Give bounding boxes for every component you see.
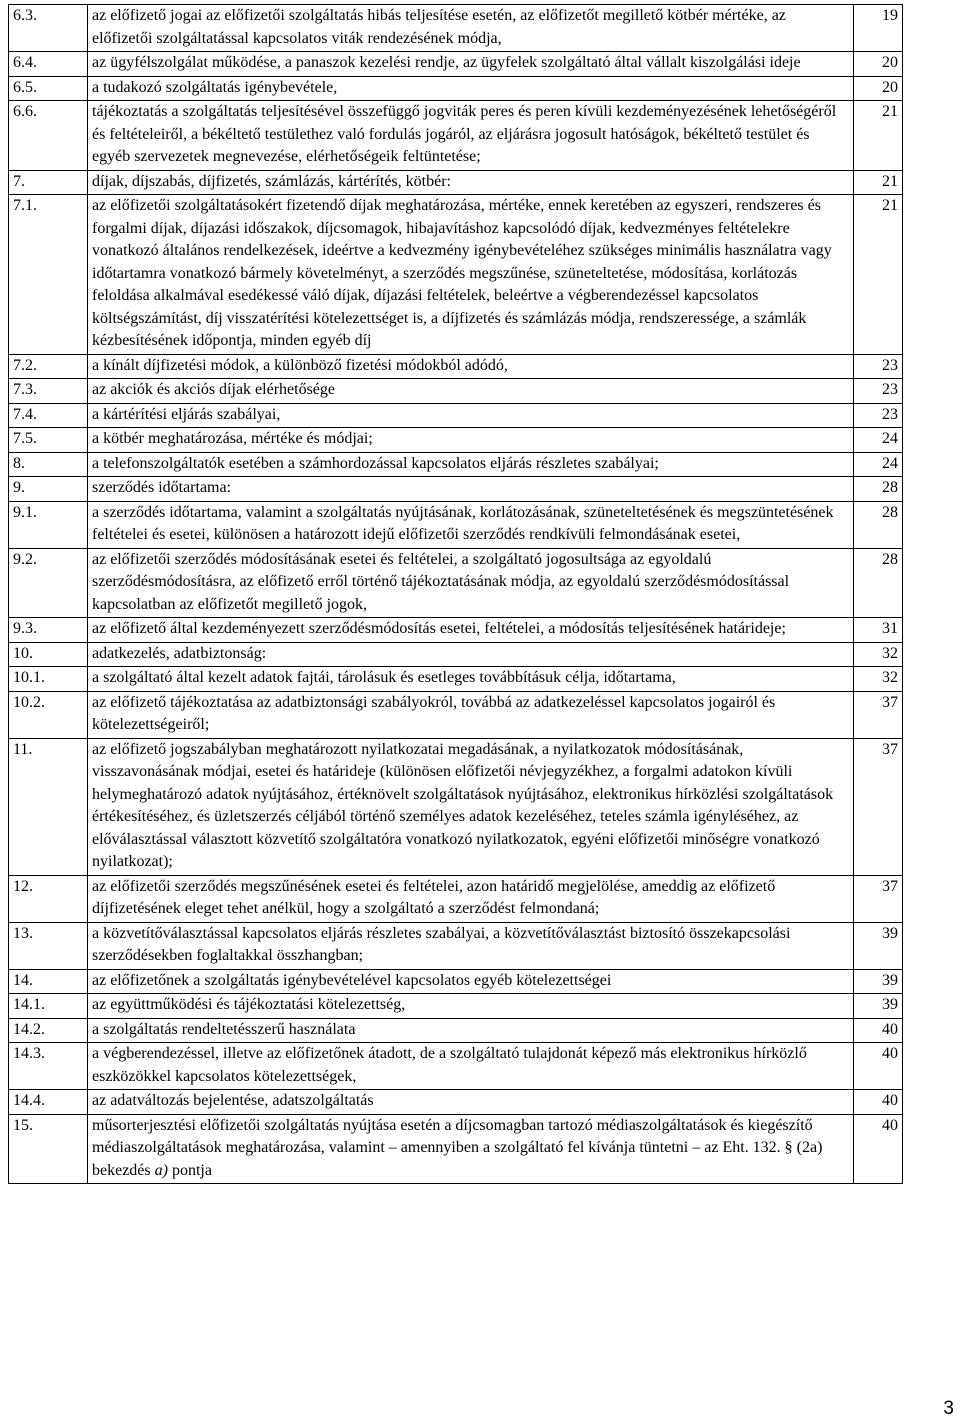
toc-section-number: 12. [9, 875, 88, 922]
toc-row [9, 195, 903, 355]
toc-row [9, 101, 903, 171]
toc-row [9, 738, 903, 875]
toc-row [9, 642, 903, 667]
toc-row [9, 52, 903, 77]
toc-page-number: 32 [854, 642, 903, 667]
toc-row [9, 452, 903, 477]
toc-section-title: az előfizető jogai az előfizetői szolgáltatás hibás teljesítése esetén, az előfizetőt megillető kötbér mértéke, az előfizetői szolgáltatással kapcsolatos viták rendezésének módja, [88, 5, 854, 52]
toc-page-number: 37 [854, 875, 903, 922]
toc-section-title: a kötbér meghatározása, mértéke és módjai; [88, 428, 854, 453]
toc-section-title: az előfizető tájékoztatása az adatbiztonsági szabályokról, továbbá az adatkezeléssel kapcsolatos jogairól és kötelezettségeiről; [88, 691, 854, 738]
toc-page-number: 39 [854, 922, 903, 969]
toc-section-number: 14. [9, 969, 88, 994]
toc-row [9, 379, 903, 404]
toc-row [9, 1090, 903, 1115]
toc-section-title: az előfizető jogszabályban meghatározott nyilatkozatai megadásának, a nyilatkozatok módosításának, visszavonásának módjai, esetei és határideje (különösen előfizetői névjegyzékhez, a forgalmi adatokon kívüli helymeghatározó adatok nyújtásához, értéknövelt szolgáltatások nyújtásához, elektronikus hírközlési szolgáltatások értékesítéséhez, és üzletszerzés céljából történő személyes adatok kezeléséhez, teteles számla igényléséhez, az előválasztással választott közvetítő szolgáltatóra vonatkozó nyilatkozatok, egyéni előfizetői minőségre vonatkozó nyilatkozat); [88, 738, 854, 875]
toc-row [9, 5, 903, 52]
toc-section-title: az előfizető által kezdeményezett szerződésmódosítás esetei, feltételei, a módosítás teljesítésének határideje; [88, 618, 854, 643]
toc-section-title: adatkezelés, adatbiztonság: [88, 642, 854, 667]
toc-row [9, 76, 903, 101]
toc-section-number: 10. [9, 642, 88, 667]
toc-page-number: 40 [854, 1043, 903, 1090]
table-of-contents [8, 4, 903, 1184]
toc-section-number: 6.4. [9, 52, 88, 77]
toc-section-number: 7.3. [9, 379, 88, 404]
toc-section-title: a kínált díjfizetési módok, a különböző fizetési módokból adódó, [88, 354, 854, 379]
toc-row [9, 501, 903, 548]
toc-page-number: 23 [854, 379, 903, 404]
toc-section-title: az adatváltozás bejelentése, adatszolgáltatás [88, 1090, 854, 1115]
toc-row [9, 1114, 903, 1184]
toc-section-number: 7.1. [9, 195, 88, 355]
toc-page-number: 40 [854, 1018, 903, 1043]
toc-title-tail: pontja [167, 1161, 212, 1179]
toc-row [9, 994, 903, 1019]
toc-row [9, 354, 903, 379]
toc-page-number: 39 [854, 969, 903, 994]
toc-section-title: az ügyfélszolgálat működése, a panaszok kezelési rendje, az ügyfelek szolgáltató által vállalt kiszolgálási ideje [88, 52, 854, 77]
toc-section-title: a közvetítőválasztással kapcsolatos eljárás részletes szabályai, a közvetítőválasztást biztosító összekapcsolási szerződésekben foglaltakkal összhangban; [88, 922, 854, 969]
toc-title-text: műsorterjesztési előfizetői szolgáltatás nyújtása esetén a díjcsomagban tartozó médiaszolgáltatások és kiegészítő médiaszolgáltatások meghatározása, valamint – amennyiben a szolgáltató fel kívánja tüntetni – az Eht. 132. § (2a) bekezdés [92, 1116, 823, 1179]
toc-section-number: 8. [9, 452, 88, 477]
toc-section-title: az előfizetői szolgáltatásokért fizetendő díjak meghatározása, mértéke, ennek keretében az egyszeri, rendszeres és forgalmi díjak, díjazási időszakok, díjcsomagok, hibajavításhoz kapcsolódó díjak, kedvezményes feltételekre vonatkozó általános rendelkezések, ideértve a kedvezmény igénybevételéhez szükséges minimális használatra vagy időtartamra vonatkozó bármely követelményt, a szerződés megszűnése, szüneteltetése, módosítása, korlátozás feloldása alkalmával esedékessé váló díjak, díjazási feltételek, beleértve a végberendezéssel kapcsolatos költségszámítást, díj visszatérítési kötelezettséget is, a díjfizetés és számlázás módja, rendszeressége, a számlák kézbesítésének időpontja, minden egyéb díj [88, 195, 854, 355]
toc-row [9, 548, 903, 618]
toc-section-title: a telefonszolgáltatók esetében a számhordozással kapcsolatos eljárás részletes szabályai; [88, 452, 854, 477]
toc-page-number: 31 [854, 618, 903, 643]
toc-row [9, 875, 903, 922]
toc-page-number: 28 [854, 548, 903, 618]
toc-row [9, 1018, 903, 1043]
toc-section-number: 13. [9, 922, 88, 969]
toc-row [9, 170, 903, 195]
toc-section-title: az előfizetői szerződés megszűnésének esetei és feltételei, azon határidő megjelölése, ameddig az előfizető díjfizetésének eleget tehet anélkül, hogy a szolgáltató a szerződést felmondaná; [88, 875, 854, 922]
toc-section-title: a szolgáltató által kezelt adatok fajtái, tárolásuk és esetleges továbbításuk célja, időtartama, [88, 667, 854, 692]
toc-page-number: 40 [854, 1090, 903, 1115]
toc-section-title: az előfizetői szerződés módosításának esetei és feltételei, a szolgáltató jogosultsága az egyoldalú szerződésmódosításra, az előfizető erről történő tájékoztatásának módja, az egyoldalú szerződésmódosítással kapcsolatban az előfizetőt megillető jogok, [88, 548, 854, 618]
toc-page-number: 20 [854, 76, 903, 101]
toc-section-number: 10.2. [9, 691, 88, 738]
toc-section-number: 6.6. [9, 101, 88, 171]
toc-row [9, 403, 903, 428]
toc-section-title: az előfizetőnek a szolgáltatás igénybevételével kapcsolatos egyéb kötelezettségei [88, 969, 854, 994]
toc-page-number: 28 [854, 501, 903, 548]
toc-section-number: 9.3. [9, 618, 88, 643]
toc-page-number: 23 [854, 403, 903, 428]
toc-title-italic: a) [154, 1161, 168, 1179]
toc-page-number: 24 [854, 452, 903, 477]
toc-section-number: 7.5. [9, 428, 88, 453]
toc-section-title: szerződés időtartama: [88, 477, 854, 502]
toc-section-title: a kártérítési eljárás szabályai, [88, 403, 854, 428]
toc-page-number: 37 [854, 738, 903, 875]
toc-row [9, 691, 903, 738]
page-number: 3 [943, 1398, 954, 1419]
toc-page-number: 37 [854, 691, 903, 738]
toc-row [9, 922, 903, 969]
toc-section-title: díjak, díjszabás, díjfizetés, számlázás, kártérítés, kötbér: [88, 170, 854, 195]
toc-section-number: 7.4. [9, 403, 88, 428]
toc-row [9, 618, 903, 643]
toc-section-number: 14.1. [9, 994, 88, 1019]
toc-page-number: 40 [854, 1114, 903, 1184]
toc-page-number: 21 [854, 195, 903, 355]
toc-section-title [88, 1114, 854, 1184]
toc-section-number: 9. [9, 477, 88, 502]
toc-section-title: az együttműködési és tájékoztatási kötelezettség, [88, 994, 854, 1019]
toc-section-title: tájékoztatás a szolgáltatás teljesítésével összefüggő jogviták peres és peren kívüli kezdeményezésének lehetőségéről és feltételeiről, a békéltető testülethez való fordulás jogáról, az eljárásra jogosult hatóságok, békéltető testület és egyéb szervezetek megnevezése, elérhetőségeik feltüntetése; [88, 101, 854, 171]
toc-section-number: 6.5. [9, 76, 88, 101]
toc-section-title: a végberendezéssel, illetve az előfizetőnek átadott, de a szolgáltató tulajdonát képező más elektronikus hírközlő eszközökkel kapcsolatos kötelezettségek, [88, 1043, 854, 1090]
toc-page-number: 21 [854, 101, 903, 171]
toc-section-title: a tudakozó szolgáltatás igénybevétele, [88, 76, 854, 101]
toc-body [9, 5, 903, 1184]
toc-section-number: 14.4. [9, 1090, 88, 1115]
toc-section-number: 10.1. [9, 667, 88, 692]
toc-section-title: a szerződés időtartama, valamint a szolgáltatás nyújtásának, korlátozásának, szüneteltetésének és megszüntetésének feltételei és esetei, különösen a határozott idejű előfizetői szerződés rendkívüli felmondásának esetei, [88, 501, 854, 548]
toc-page-number: 39 [854, 994, 903, 1019]
toc-section-number: 9.2. [9, 548, 88, 618]
toc-row [9, 477, 903, 502]
toc-page-number: 28 [854, 477, 903, 502]
toc-section-number: 15. [9, 1114, 88, 1184]
toc-section-number: 11. [9, 738, 88, 875]
toc-row [9, 969, 903, 994]
toc-section-number: 14.2. [9, 1018, 88, 1043]
toc-page-number: 23 [854, 354, 903, 379]
toc-row [9, 667, 903, 692]
toc-section-title: az akciók és akciós díjak elérhetősége [88, 379, 854, 404]
toc-page-number: 24 [854, 428, 903, 453]
toc-section-number: 7.2. [9, 354, 88, 379]
toc-section-number: 6.3. [9, 5, 88, 52]
toc-page-number: 21 [854, 170, 903, 195]
toc-page-number: 19 [854, 5, 903, 52]
toc-row [9, 428, 903, 453]
toc-row [9, 1043, 903, 1090]
toc-section-title: a szolgáltatás rendeltetésszerű használata [88, 1018, 854, 1043]
toc-section-number: 7. [9, 170, 88, 195]
toc-section-number: 14.3. [9, 1043, 88, 1090]
toc-section-number: 9.1. [9, 501, 88, 548]
toc-page-number: 20 [854, 52, 903, 77]
toc-page-number: 32 [854, 667, 903, 692]
